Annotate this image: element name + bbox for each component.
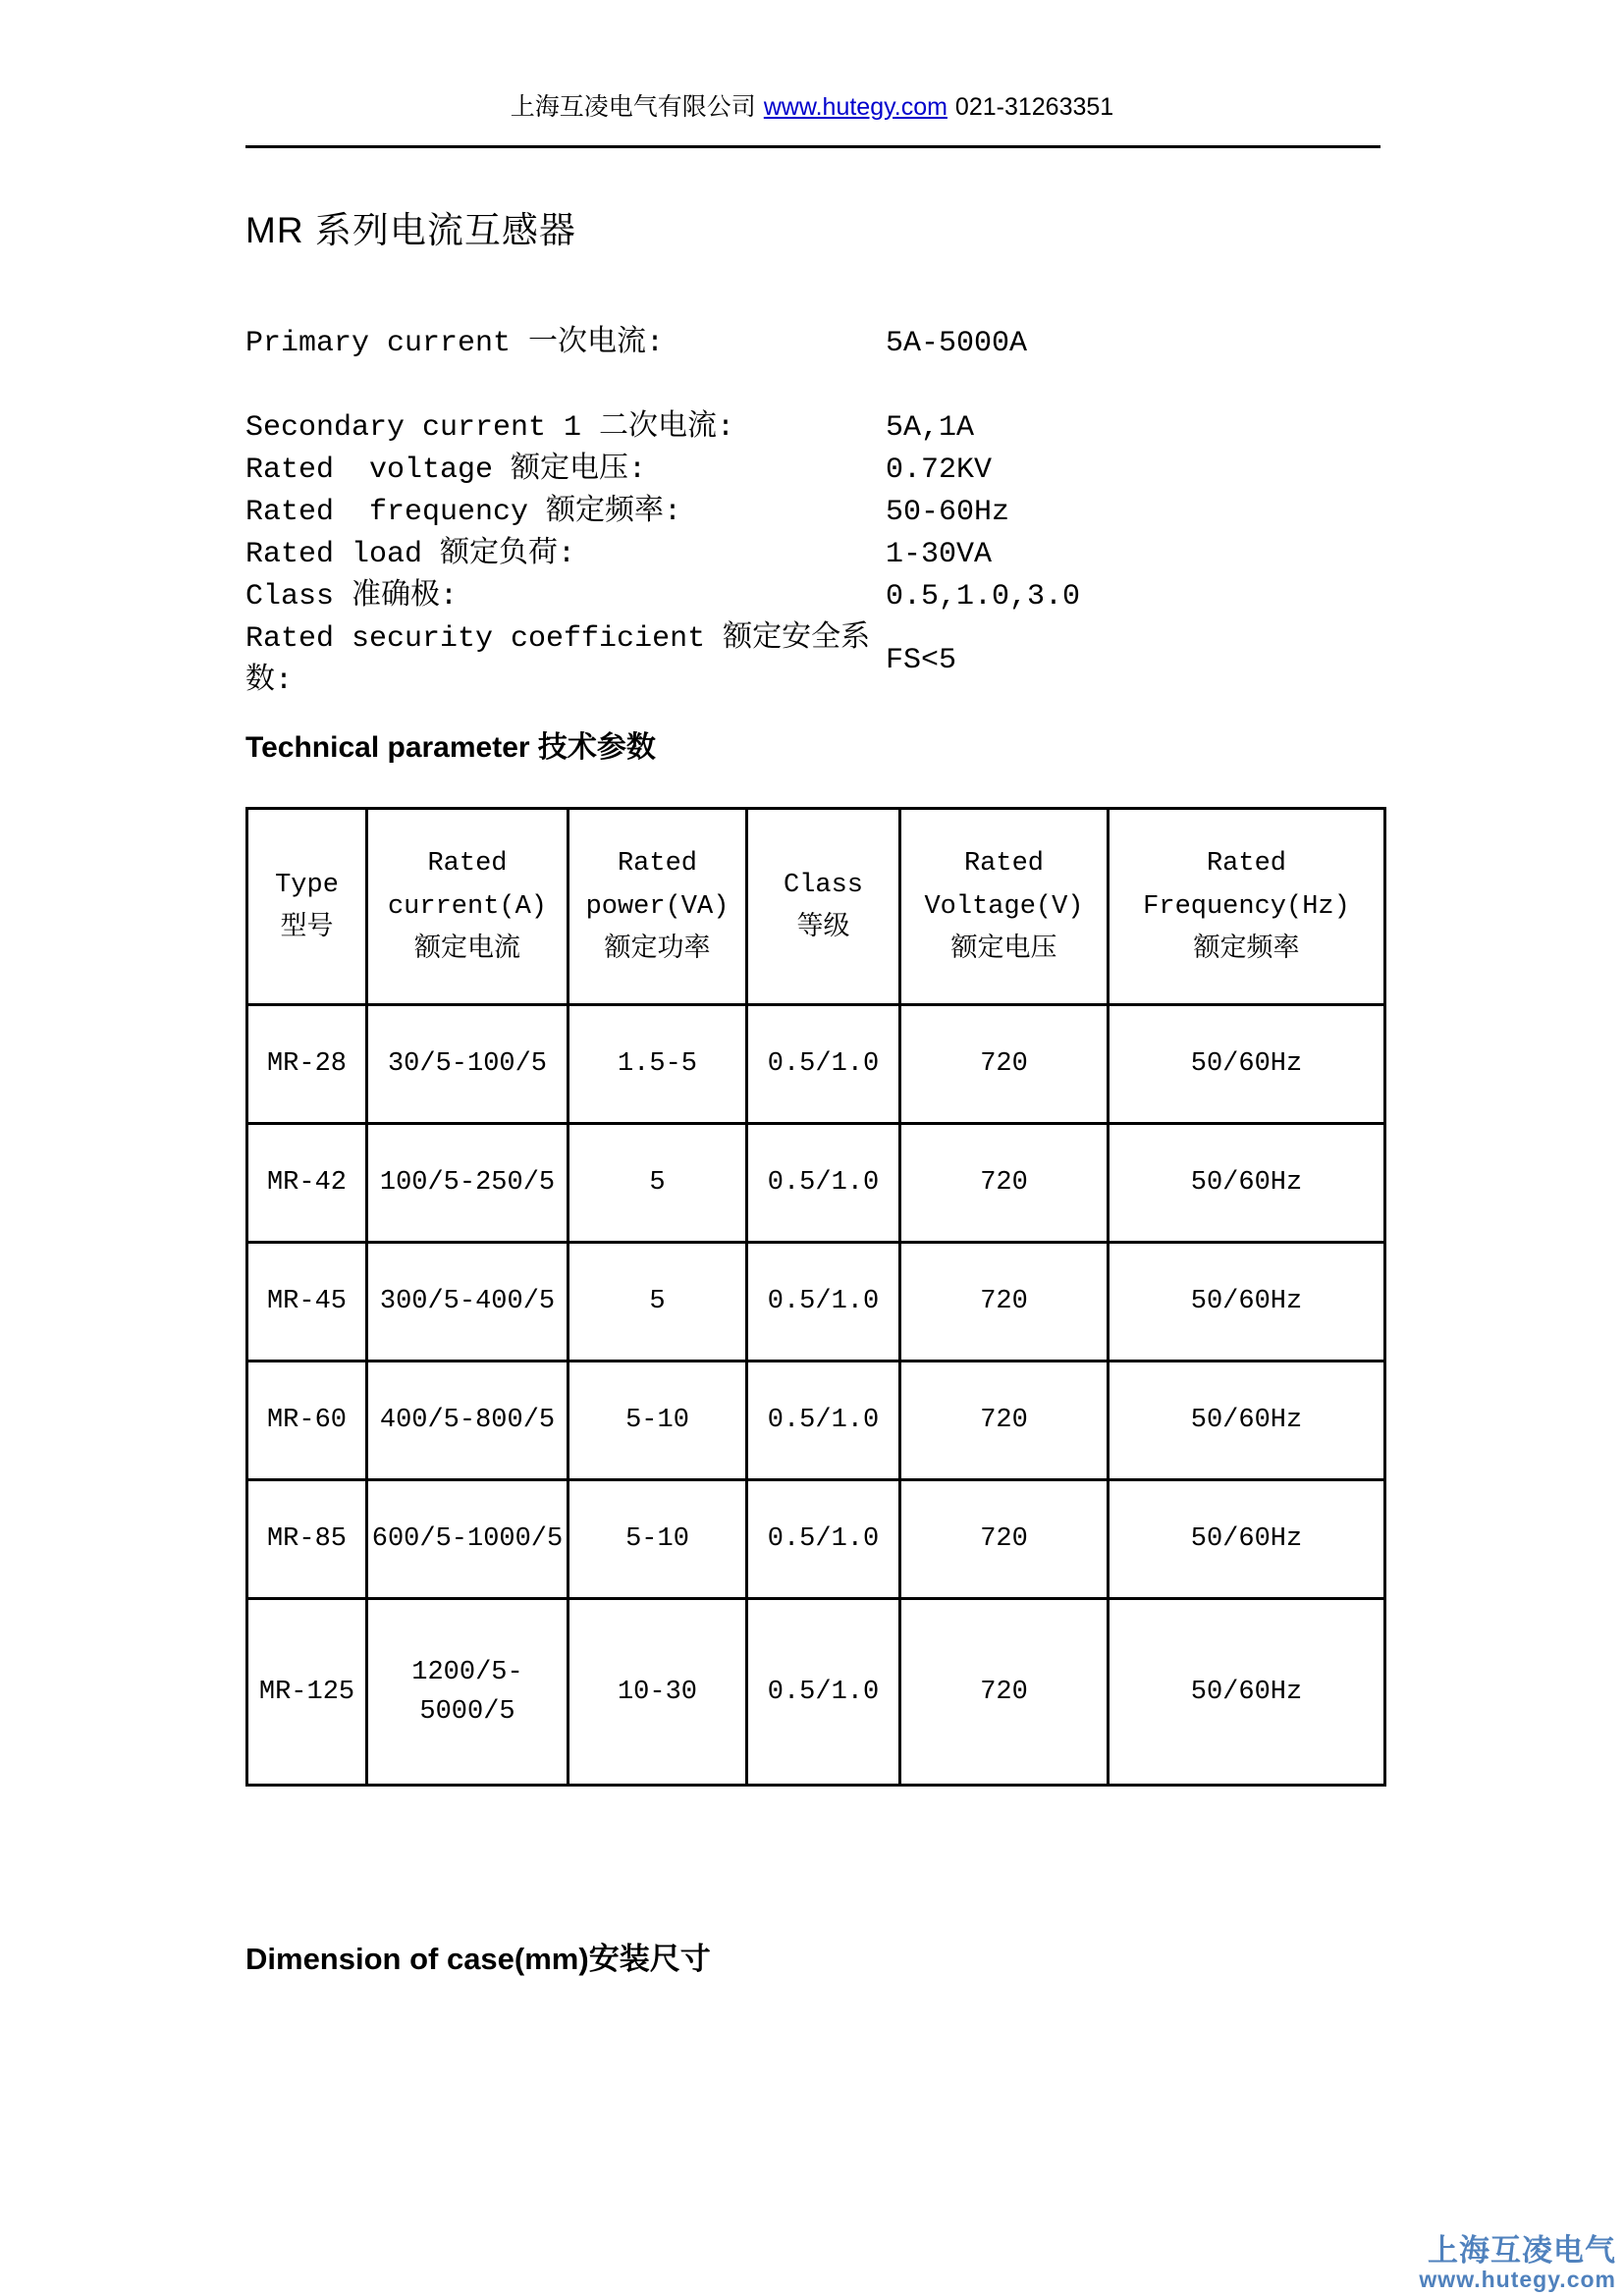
spec-value: 0.5,1.0,3.0 <box>886 580 1081 614</box>
table-row-mr45 <box>247 1243 1385 1362</box>
col-header-cn: 额定频率 <box>1193 934 1300 965</box>
cell-rated-frequency: 50/60Hz <box>1109 1243 1385 1362</box>
col-header-type <box>247 809 367 1005</box>
table-row-mr85 <box>247 1480 1385 1599</box>
cell-rated-voltage: 720 <box>900 1362 1109 1480</box>
technical-parameter-table <box>245 807 1386 1787</box>
table-row-mr42 <box>247 1124 1385 1243</box>
cell-rated-power: 1.5-5 <box>568 1005 747 1124</box>
header-phone: 021-31263351 <box>954 93 1114 121</box>
col-header-en: Class <box>783 870 863 900</box>
spec-label: Rated security coefficient 额定安全系数: <box>245 622 871 698</box>
cell-type: MR-45 <box>247 1243 367 1362</box>
table-row-mr60 <box>247 1362 1385 1480</box>
spec-row-class <box>245 576 1383 618</box>
cell-rated-current: 300/5-400/5 <box>367 1243 568 1362</box>
cell-rated-power: 5-10 <box>568 1362 747 1480</box>
cell-rated-voltage: 720 <box>900 1124 1109 1243</box>
spec-row-primary-current <box>245 323 1383 365</box>
cell-rated-voltage: 720 <box>900 1243 1109 1362</box>
cell-type: MR-60 <box>247 1362 367 1480</box>
col-header-cn: 额定电压 <box>950 934 1057 965</box>
cell-type: MR-28 <box>247 1005 367 1124</box>
cell-rated-frequency: 50/60Hz <box>1109 1124 1385 1243</box>
cell-rated-current: 30/5-100/5 <box>367 1005 568 1124</box>
col-header-en: Rated Voltage(V) <box>924 848 1084 922</box>
spec-value: 0.72KV <box>886 454 993 487</box>
header-company-name: 上海互凌电气有限公司 <box>510 93 756 121</box>
footer-logo <box>1419 2235 1616 2291</box>
cell-rated-frequency: 50/60Hz <box>1109 1362 1385 1480</box>
cell-class: 0.5/1.0 <box>747 1005 900 1124</box>
cell-class: 0.5/1.0 <box>747 1599 900 1786</box>
spec-label: Rated voltage 额定电压: <box>245 454 647 487</box>
cell-rated-current: 100/5-250/5 <box>367 1124 568 1243</box>
spec-value: FS<5 <box>886 643 957 677</box>
cell-rated-frequency: 50/60Hz <box>1109 1005 1385 1124</box>
spec-label: Class 准确极: <box>245 580 459 614</box>
col-header-class <box>747 809 900 1005</box>
spec-value: 50-60Hz <box>886 496 1010 529</box>
spec-label: Primary current 一次电流: <box>245 327 665 360</box>
spec-value: 5A,1A <box>886 411 975 445</box>
col-header-en: Type <box>275 870 339 900</box>
spec-row-rated-voltage <box>245 450 1383 492</box>
cell-rated-power: 5-10 <box>568 1480 747 1599</box>
cell-rated-voltage: 720 <box>900 1480 1109 1599</box>
section-heading-technical-parameter: Technical parameter 技术参数 <box>245 731 656 764</box>
cell-rated-power: 10-30 <box>568 1599 747 1786</box>
col-header-en: Rated Frequency(Hz) <box>1143 848 1350 922</box>
cell-type: MR-125 <box>247 1599 367 1786</box>
document-body <box>245 207 1383 1979</box>
cell-rated-current: 1200/5-5000/5 <box>367 1599 568 1786</box>
spec-row-rated-load <box>245 534 1383 576</box>
col-header-en: Rated power(VA) <box>585 848 730 922</box>
spec-label: Rated load 额定负荷: <box>245 538 576 571</box>
header-website-link[interactable]: www.hutegy.com <box>763 93 947 121</box>
spec-label: Rated frequency 额定频率: <box>245 496 682 529</box>
col-header-en: Rated current(A) <box>387 848 548 922</box>
spec-value: 1-30VA <box>886 538 993 571</box>
spec-value: 5A-5000A <box>886 327 1028 360</box>
cell-rated-voltage: 720 <box>900 1005 1109 1124</box>
cell-rated-frequency: 50/60Hz <box>1109 1599 1385 1786</box>
cell-class: 0.5/1.0 <box>747 1243 900 1362</box>
col-header-rated-current <box>367 809 568 1005</box>
cell-type: MR-42 <box>247 1124 367 1243</box>
col-header-cn: 型号 <box>280 913 334 943</box>
header-divider <box>245 145 1380 148</box>
col-header-cn: 额定功率 <box>604 934 711 965</box>
cell-rated-current: 600/5-1000/5 <box>367 1480 568 1599</box>
footer-logo-company-name: 上海互凌电气 <box>1428 2233 1616 2268</box>
cell-type: MR-85 <box>247 1480 367 1599</box>
section-heading-dimension-of-case: Dimension of case(mm)安装尺寸 <box>245 1942 711 1976</box>
spec-list <box>245 323 1383 703</box>
spec-row-secondary-current <box>245 407 1383 450</box>
cell-rated-frequency: 50/60Hz <box>1109 1480 1385 1599</box>
cell-class: 0.5/1.0 <box>747 1480 900 1599</box>
spec-label: Secondary current 1 二次电流: <box>245 411 735 445</box>
cell-class: 0.5/1.0 <box>747 1124 900 1243</box>
col-header-rated-voltage <box>900 809 1109 1005</box>
table-row-mr125 <box>247 1599 1385 1786</box>
col-header-cn: 额定电流 <box>414 934 520 965</box>
spec-row-rated-frequency <box>245 492 1383 534</box>
cell-rated-voltage: 720 <box>900 1599 1109 1786</box>
spec-row-security-coefficient <box>245 618 1383 703</box>
page-title: MR 系列电流互感器 <box>245 210 576 250</box>
table-header-row <box>247 809 1385 1005</box>
page-header <box>0 90 1624 124</box>
footer-logo-website: www.hutegy.com <box>1419 2267 1616 2292</box>
cell-rated-current: 400/5-800/5 <box>367 1362 568 1480</box>
cell-class: 0.5/1.0 <box>747 1362 900 1480</box>
table-row-mr28 <box>247 1005 1385 1124</box>
col-header-rated-frequency <box>1109 809 1385 1005</box>
cell-rated-power: 5 <box>568 1243 747 1362</box>
col-header-rated-power <box>568 809 747 1005</box>
col-header-cn: 等级 <box>796 913 850 943</box>
cell-rated-power: 5 <box>568 1124 747 1243</box>
